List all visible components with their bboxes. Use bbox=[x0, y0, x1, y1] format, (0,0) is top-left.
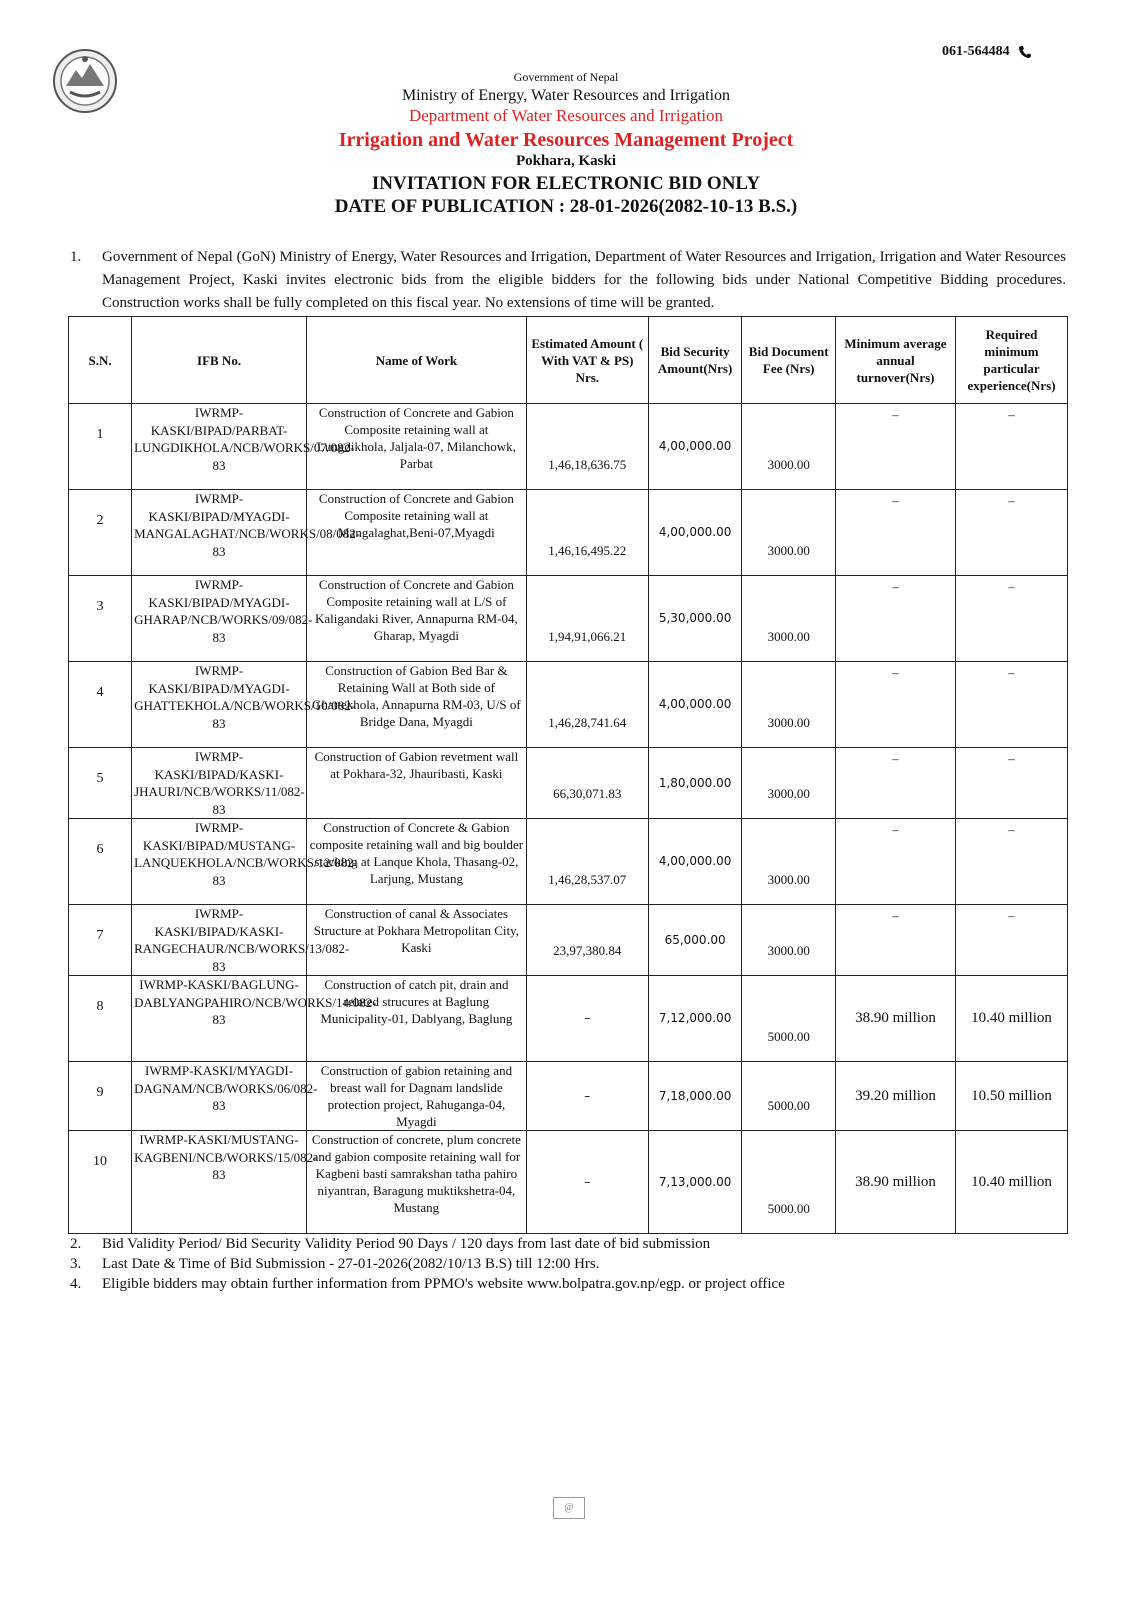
row-fee: 3000.00 bbox=[742, 404, 836, 490]
table-row bbox=[69, 404, 1068, 490]
intro-text: Government of Nepal (GoN) Ministry of Energy, Water Resources and Irrigation, Department of Water Resources and Irrigation, Irrigation and Water Resources Management Project, Kaski invites electronic bids from the eligible bidders for the following bids under National Competitive Bidding procedures. Construction works shall be fully completed on this fiscal year. No extensions of time will be granted. bbox=[102, 249, 1066, 311]
row-fee: 3000.00 bbox=[742, 819, 836, 905]
row-fee: 5000.00 bbox=[742, 976, 836, 1062]
table-row bbox=[69, 905, 1068, 976]
row-work: Construction of canal & Associates Structure at Pokhara Metropolitan City, Kaski bbox=[307, 905, 527, 976]
bid-table bbox=[68, 316, 1068, 1234]
row-work: Construction of Concrete and Gabion Composite retaining wall at L/S of Kaligandaki River, Annapurna RM-04, Gharap, Myagdi bbox=[307, 576, 527, 662]
row-turnover: – bbox=[835, 490, 955, 576]
row-fee: 3000.00 bbox=[742, 748, 836, 819]
table-row bbox=[69, 576, 1068, 662]
row-estimate: 1,46,18,636.75 bbox=[526, 404, 648, 490]
row-estimate: 23,97,380.84 bbox=[526, 905, 648, 976]
row-ifb: IWRMP-KASKI/BIPAD/KASKI-JHAURI/NCB/WORKS/11/082-83 bbox=[132, 748, 307, 819]
row-security: 4,00,000.00 bbox=[648, 662, 742, 748]
row-security: 65,000.00 bbox=[648, 905, 742, 976]
notes-list bbox=[70, 1234, 785, 1294]
note-item bbox=[70, 1254, 785, 1274]
row-experience: – bbox=[956, 748, 1068, 819]
table-row bbox=[69, 1131, 1068, 1234]
row-ifb: IWRMP-KASKI/MUSTANG-KAGBENI/NCB/WORKS/15/082-83 bbox=[132, 1131, 307, 1234]
table-row bbox=[69, 819, 1068, 905]
row-security: 4,00,000.00 bbox=[648, 404, 742, 490]
row-experience: – bbox=[956, 819, 1068, 905]
table-row bbox=[69, 662, 1068, 748]
row-estimate: – bbox=[526, 976, 648, 1062]
row-fee: 3000.00 bbox=[742, 662, 836, 748]
row-security: 4,00,000.00 bbox=[648, 819, 742, 905]
row-work: Construction of Gabion Bed Bar & Retaining Wall at Both side of Ghattekhola, Annapurna RM-03, U/S of Bridge Dana, Myagdi bbox=[307, 662, 527, 748]
row-work: Construction of Gabion revetment wall at Pokhara-32, Jhauribasti, Kaski bbox=[307, 748, 527, 819]
department-title: Department of Water Resources and Irrigation bbox=[408, 106, 724, 125]
table-header-row bbox=[69, 317, 1068, 404]
row-experience: – bbox=[956, 404, 1068, 490]
row-work: Construction of concrete, plum concrete and gabion composite retaining wall for Kagbeni basti samrakshan tatha pahiro niyantran, Baragung muktikshetra-04, Mustang bbox=[307, 1131, 527, 1234]
row-security: 5,30,000.00 bbox=[648, 576, 742, 662]
row-ifb: IWRMP-KASKI/BIPAD/MUSTANG-LANQUEKHOLA/NCB/WORKS/12/082-83 bbox=[132, 819, 307, 905]
phone-number bbox=[942, 44, 1032, 60]
row-turnover: – bbox=[835, 905, 955, 976]
row-fee: 3000.00 bbox=[742, 576, 836, 662]
row-sn: 8 bbox=[69, 976, 132, 1062]
col-header-estimate: Estimated Amount ( With VAT & PS) Nrs. bbox=[526, 317, 648, 404]
row-estimate: – bbox=[526, 1062, 648, 1131]
row-sn: 1 bbox=[69, 404, 132, 490]
row-security: 1,80,000.00 bbox=[648, 748, 742, 819]
row-sn: 4 bbox=[69, 662, 132, 748]
row-experience: – bbox=[956, 662, 1068, 748]
row-sn: 5 bbox=[69, 748, 132, 819]
row-sn: 9 bbox=[69, 1062, 132, 1131]
row-estimate: 66,30,071.83 bbox=[526, 748, 648, 819]
note-number: 2. bbox=[70, 1236, 82, 1252]
row-security: 7,18,000.00 bbox=[648, 1062, 742, 1131]
row-ifb: IWRMP-KASKI/BIPAD/MYAGDI-GHATTEKHOLA/NCB/WORKS/10/082-83 bbox=[132, 662, 307, 748]
row-fee: 5000.00 bbox=[742, 1131, 836, 1234]
row-security: 7,12,000.00 bbox=[648, 976, 742, 1062]
row-turnover: – bbox=[835, 819, 955, 905]
row-experience: – bbox=[956, 905, 1068, 976]
invitation-title: INVITATION FOR ELECTRONIC BID ONLY bbox=[371, 173, 761, 194]
note-text: Bid Validity Period/ Bid Security Validity Period 90 Days / 120 days from last date of bid submission bbox=[102, 1236, 711, 1252]
row-work: Construction of Concrete and Gabion Composite retaining wall at Lungdikhola, Jaljala-07, Milanchowk, Parbat bbox=[307, 404, 527, 490]
row-fee: 3000.00 bbox=[742, 490, 836, 576]
row-work: Construction of Concrete and Gabion Composite retaining wall at Mangalaghat,Beni-07,Myagdi bbox=[307, 490, 527, 576]
row-turnover: – bbox=[835, 576, 955, 662]
col-header-fee: Bid Document Fee (Nrs) bbox=[742, 317, 836, 404]
note-text: Last Date & Time of Bid Submission - 27-01-2026(2082/10/13 B.S) till 12:00 Hrs. bbox=[102, 1256, 600, 1272]
row-ifb: IWRMP-KASKI/BAGLUNG-DABLYANGPAHIRO/NCB/WORKS/14/082-83 bbox=[132, 976, 307, 1062]
col-header-sn: S.N. bbox=[69, 317, 132, 404]
intro-paragraph bbox=[70, 246, 1066, 315]
location-title: Pokhara, Kaski bbox=[515, 153, 617, 169]
row-ifb: IWRMP-KASKI/MYAGDI-DAGNAM/NCB/WORKS/06/082-83 bbox=[132, 1062, 307, 1131]
col-header-work: Name of Work bbox=[307, 317, 527, 404]
publication-date: DATE OF PUBLICATION : 28-01-2026(2082-10-13 B.S.) bbox=[334, 196, 798, 217]
col-header-experience: Required minimum particular experience(Nrs) bbox=[956, 317, 1068, 404]
row-experience: – bbox=[956, 490, 1068, 576]
note-text: Eligible bidders may obtain further information from PPMO's website www.bolpatra.gov.np/egp. or project office bbox=[102, 1276, 785, 1292]
table-row bbox=[69, 490, 1068, 576]
phone-icon bbox=[1018, 45, 1032, 59]
row-work: Construction of gabion retaining and breast wall for Dagnam landslide protection project, Rahuganga-04, Myagdi bbox=[307, 1062, 527, 1131]
row-security: 4,00,000.00 bbox=[648, 490, 742, 576]
note-number: 3. bbox=[70, 1256, 82, 1272]
row-sn: 3 bbox=[69, 576, 132, 662]
row-work: Construction of Concrete & Gabion composite retaining wall and big boulder stacking at Lanque Khola, Thasang-02, Larjung, Mustang bbox=[307, 819, 527, 905]
phone-text: 061-564484 bbox=[942, 44, 1010, 59]
note-number: 4. bbox=[70, 1276, 82, 1292]
row-estimate: – bbox=[526, 1131, 648, 1234]
col-header-ifb: IFB No. bbox=[132, 317, 307, 404]
row-turnover: – bbox=[835, 404, 955, 490]
row-ifb: IWRMP-KASKI/BIPAD/KASKI-RANGECHAUR/NCB/WORKS/13/082-83 bbox=[132, 905, 307, 976]
row-experience: 10.40 million bbox=[956, 1131, 1068, 1234]
note-item bbox=[70, 1234, 785, 1254]
row-estimate: 1,46,16,495.22 bbox=[526, 490, 648, 576]
project-title: Irrigation and Water Resources Management Project bbox=[338, 129, 794, 151]
row-turnover: – bbox=[835, 748, 955, 819]
row-estimate: 1,46,28,741.64 bbox=[526, 662, 648, 748]
row-ifb: IWRMP-KASKI/BIPAD/MYAGDI-MANGALAGHAT/NCB/WORKS/08/082-83 bbox=[132, 490, 307, 576]
row-estimate: 1,94,91,066.21 bbox=[526, 576, 648, 662]
government-title: Government of Nepal bbox=[513, 70, 619, 84]
row-experience: 10.50 million bbox=[956, 1062, 1068, 1131]
col-header-security: Bid Security Amount(Nrs) bbox=[648, 317, 742, 404]
row-security: 7,13,000.00 bbox=[648, 1131, 742, 1234]
row-work: Construction of catch pit, drain and related strucures at Baglung Municipality-01, Dablyang, Baglung bbox=[307, 976, 527, 1062]
intro-number: 1. bbox=[70, 249, 82, 265]
table-row bbox=[69, 976, 1068, 1062]
note-item bbox=[70, 1274, 785, 1294]
row-experience: – bbox=[956, 576, 1068, 662]
row-ifb: IWRMP-KASKI/BIPAD/PARBAT-LUNGDIKHOLA/NCB/WORKS/07/082-83 bbox=[132, 404, 307, 490]
row-sn: 7 bbox=[69, 905, 132, 976]
row-estimate: 1,46,28,537.07 bbox=[526, 819, 648, 905]
row-turnover: 38.90 million bbox=[835, 1131, 955, 1234]
row-fee: 5000.00 bbox=[742, 1062, 836, 1131]
ministry-title: Ministry of Energy, Water Resources and Irrigation bbox=[401, 87, 731, 104]
row-sn: 2 bbox=[69, 490, 132, 576]
row-fee: 3000.00 bbox=[742, 905, 836, 976]
row-turnover: – bbox=[835, 662, 955, 748]
table-row bbox=[69, 1062, 1068, 1131]
row-turnover: 39.20 million bbox=[835, 1062, 955, 1131]
row-sn: 10 bbox=[69, 1131, 132, 1234]
footer-stamp: @ bbox=[553, 1497, 585, 1519]
row-experience: 10.40 million bbox=[956, 976, 1068, 1062]
row-turnover: 38.90 million bbox=[835, 976, 955, 1062]
table-row bbox=[69, 748, 1068, 819]
col-header-turnover: Minimum average annual turnover(Nrs) bbox=[835, 317, 955, 404]
row-sn: 6 bbox=[69, 819, 132, 905]
row-ifb: IWRMP-KASKI/BIPAD/MYAGDI-GHARAP/NCB/WORKS/09/082-83 bbox=[132, 576, 307, 662]
